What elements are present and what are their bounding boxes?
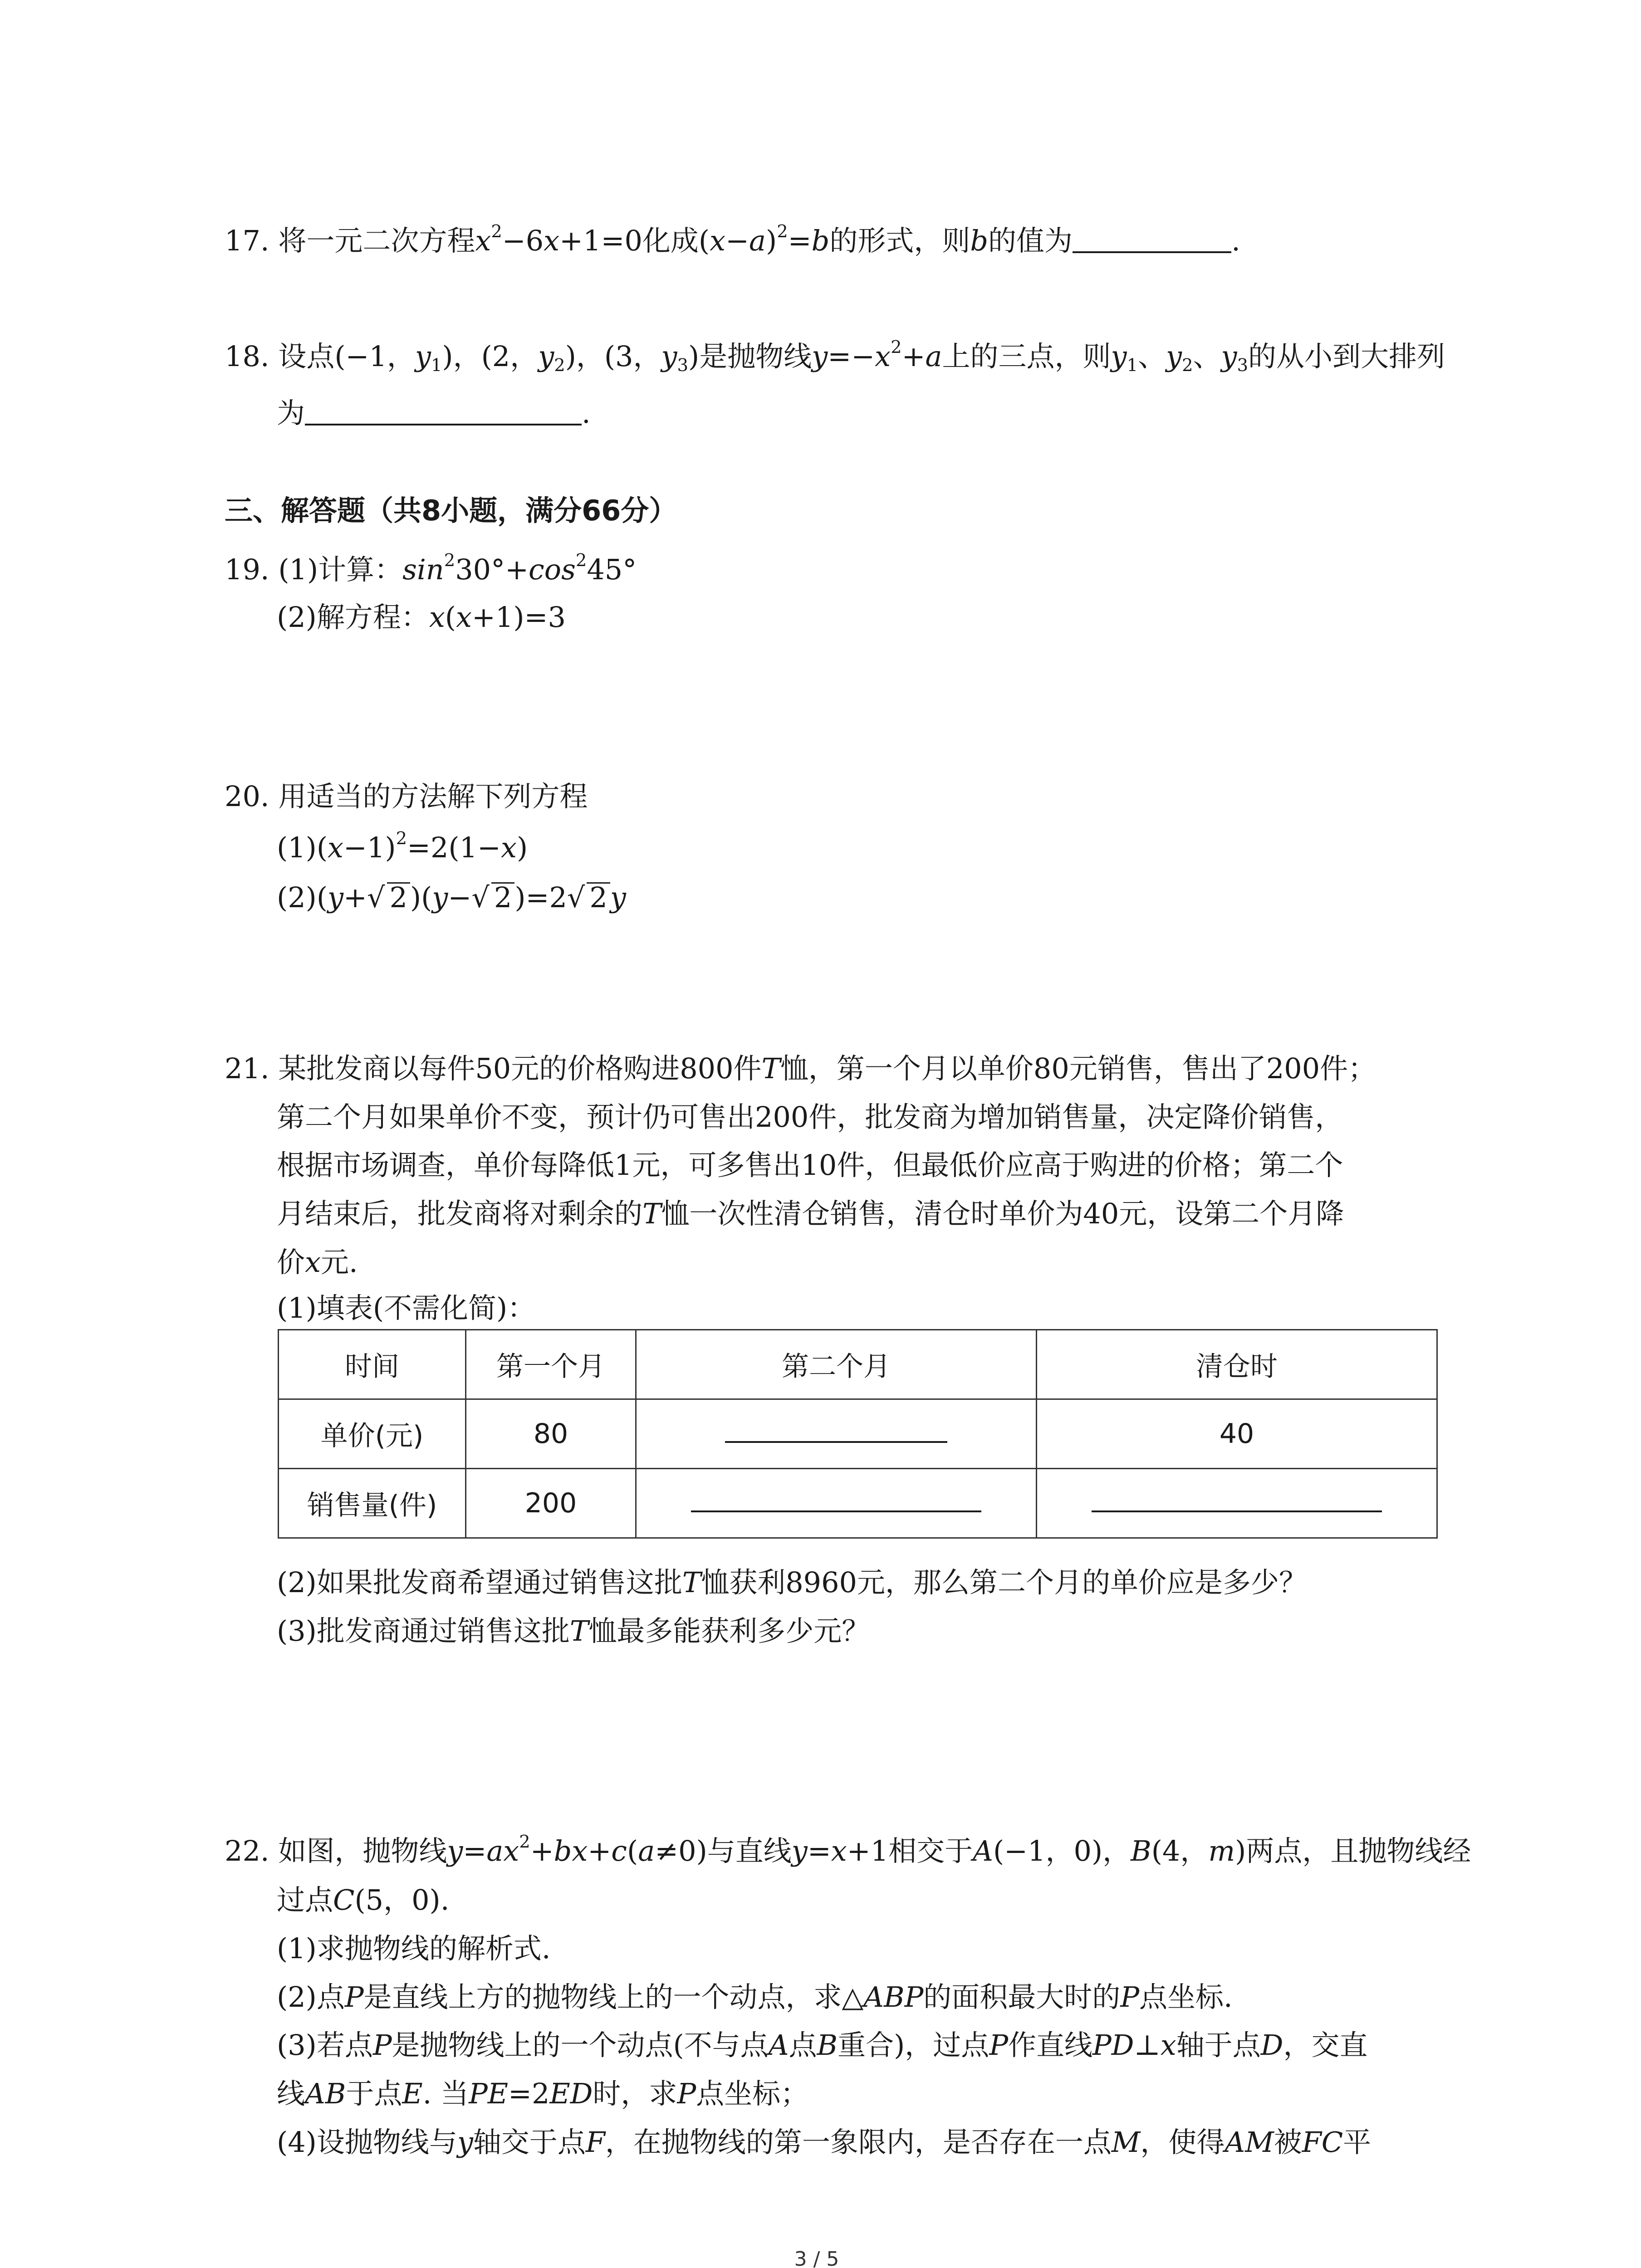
question-number: 21. (225, 1052, 269, 1085)
question-21-part-1: (1)填表(不需化简)： (277, 1291, 536, 1325)
question-20: 20. 用适当的方法解下列方程 (225, 780, 588, 813)
sqrt-symbol: √ 2 (567, 882, 610, 912)
question-22-line-2: 过点C(5，0). (277, 1883, 450, 1916)
question-17: 17. 将一元二次方程$x^2-6x+1=0$化成$(x-a)^2=b$的形式，则b的值为 . (225, 221, 1240, 257)
question-20-part-1: $(1)(x-1)^2=2(1-x)$ (277, 828, 528, 864)
question-21-line-2: 第二个月如果单价不变，预计仍可售出200件，批发商为增加销售量，决定降价销售， (277, 1100, 1343, 1134)
question-18-line-2: 为 . (277, 396, 591, 430)
question-22-part-4: (4)设抛物线与y轴交于点F，在抛物线的第一象限内，是否存在一点M，使得AM被FC平 (277, 2126, 1372, 2159)
question-22-part-3: (3)若点P是抛物线上的一个动点(不与点A点B重合)，过点P作直线PD⊥x轴于点D，交直 (277, 2028, 1368, 2062)
question-22-part-1: (1)求抛物线的解析式. (277, 1932, 551, 1965)
fill-table (278, 1329, 1438, 1539)
question-22-part-3-line-2: 线AB于点E. 当PE=2ED时，求P点坐标； (277, 2077, 809, 2110)
question-21: 21. 某批发商以每件50元的价格购进800件T恤，第一个月以单价80元销售，售出了200件； (225, 1052, 1376, 1085)
table-header: 清仓时 (1037, 1330, 1437, 1399)
question-number: 22. (225, 1834, 269, 1867)
question-number: 17. (225, 224, 269, 257)
table-row (279, 1469, 1437, 1538)
table-cell: 80 (466, 1399, 636, 1469)
question-20-part-2: (2)(y+√ 2)(y−√ 2)=2√ 2y (277, 881, 626, 914)
question-18: 18. 设点(−1，$y_1$)，(2，$y_2$)，(3，$y_3$)是抛物线$y=-x^2+a$上的三点，则$y_1$、$y_2$、$y_3$的从小到大排列 (225, 337, 1445, 376)
question-number: 18. (225, 340, 269, 373)
sqrt-symbol: √ 2 (367, 882, 410, 912)
question-21-line-3: 根据市场调查，单价每降低1元，可多售出10件，但最低价应高于购进的价格；第二个 (277, 1149, 1343, 1182)
question-number: 20. (225, 780, 269, 813)
answer-blank[interactable] (1073, 227, 1231, 253)
question-21-line-4: 月结束后，批发商将对剩余的T恤一次性清仓销售，清仓时单价为40元，设第二个月降 (277, 1197, 1344, 1230)
table-cell-blank[interactable] (636, 1469, 1037, 1538)
table-cell: 单价(元) (279, 1399, 466, 1469)
page-number: 3 / 5 (794, 2248, 839, 2268)
table-header: 第一个月 (466, 1330, 636, 1399)
question-22-part-2: (2)点P是直线上方的抛物线上的一个动点，求△ABP的面积最大时的P点坐标. (277, 1980, 1233, 2014)
sqrt-symbol: √ 2 (471, 882, 514, 912)
table-cell: 200 (466, 1469, 636, 1538)
question-21-line-5: 价x元. (277, 1246, 358, 1279)
question-19-part-2: (2)解方程：x(x+1)=3 (277, 601, 566, 634)
table-row (279, 1330, 1437, 1399)
table-cell-blank[interactable] (1037, 1469, 1437, 1538)
question-22: 22. 如图，抛物线$y=ax^2+bx+c(a\ne 0)$与直线y=x+1相交于A(−1，0)，B(4，m)两点，且抛物线经 (225, 1832, 1471, 1867)
table-row (279, 1399, 1437, 1469)
table-cell-blank[interactable] (636, 1399, 1037, 1469)
question-21-part-3: (3)批发商通过销售这批T恤最多能获利多少元？ (277, 1614, 870, 1647)
table-header: 时间 (279, 1330, 466, 1399)
answer-blank[interactable] (305, 399, 582, 425)
question-number: 19. (225, 553, 269, 586)
table-header: 第二个月 (636, 1330, 1037, 1399)
section-heading: 三、解答题（共8小题，满分66分） (225, 494, 677, 527)
table-cell: 40 (1037, 1399, 1437, 1469)
question-21-part-2: (2)如果批发商希望通过销售这批T恤获利8960元，那么第二个月的单价应是多少？ (277, 1566, 1307, 1599)
question-19: 19. (1)计算：$\sin^230^\circ+\cos^245^\circ$ (225, 550, 637, 586)
table-cell: 销售量(件) (279, 1469, 466, 1538)
